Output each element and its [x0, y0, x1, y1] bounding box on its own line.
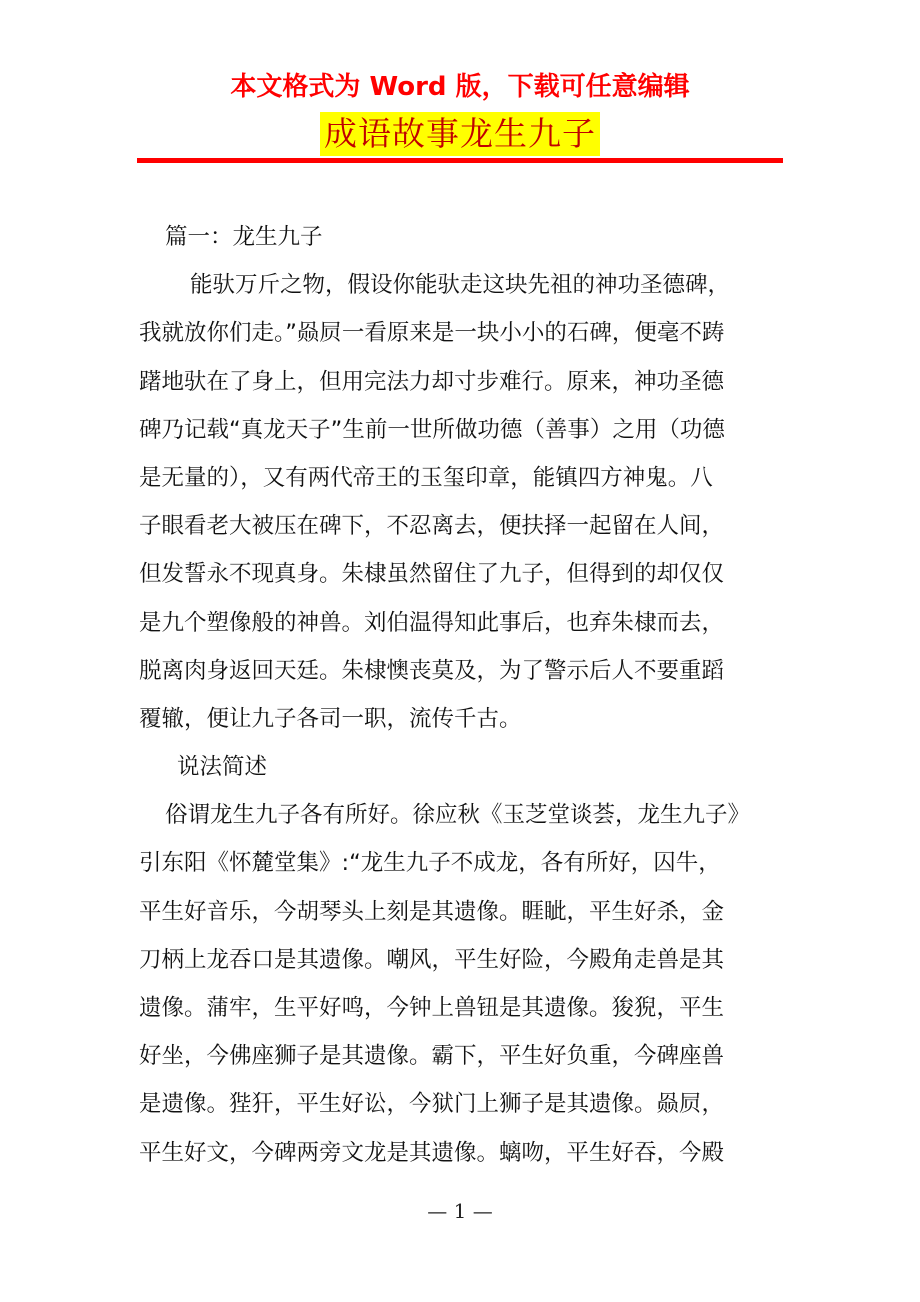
- paragraph-line: 是九个塑像般的神兽。刘伯温得知此事后，也弃朱棣而去，: [139, 609, 725, 636]
- paragraph-line: 我就放你们走。”赑屃一看原来是一块小小的石碑，便毫不踌: [139, 320, 725, 347]
- paragraph-line: 刀柄上龙吞口是其遗像。嘲风，平生好险，今殿角走兽是其: [139, 946, 725, 973]
- paragraph-line: 子眼看老大被压在碑下，不忍离去，便扶择一起留在人间，: [139, 513, 725, 540]
- paragraph-line: 是遗像。狴犴，平生好讼，今狱门上狮子是其遗像。赑屃，: [139, 1091, 725, 1118]
- paragraph-line: 平生好文，今碑两旁文龙是其遗像。螭吻，平生好吞，今殿: [139, 1139, 725, 1166]
- page-number: — 1 —: [427, 1199, 493, 1223]
- subsection-heading: 说法简述: [177, 754, 268, 781]
- paragraph-line: 脱离肉身返回天廷。朱棣懊丧莫及，为了警示后人不要重蹈: [139, 657, 725, 684]
- paragraph-line: 碑乃记载“真龙天子”生前一世所做功德（善事）之用（功德: [139, 416, 725, 443]
- paragraph-line: 覆辙，便让九子各司一职，流传千古。: [139, 705, 522, 732]
- title-container: [0, 112, 920, 156]
- paragraph-line: 躇地驮在了身上，但用完法力却寸步难行。原来，神功圣德: [139, 368, 725, 395]
- title-divider: [137, 158, 783, 163]
- section-heading: 篇一：龙生九子: [165, 224, 323, 250]
- paragraph-line: 但发誓永不现真身。朱棣虽然留住了九子，但得到的却仅仅: [139, 561, 725, 588]
- paragraph-line: 能驮万斤之物，假设你能驮走这块先祖的神功圣德碑，: [190, 272, 731, 299]
- document-body: [139, 213, 789, 1177]
- paragraph-line: 引东阳《怀麓堂集》:“龙生九子不成龙，各有所好，囚牛，: [139, 850, 721, 877]
- download-banner: 本文格式为 Word 版，下载可任意编辑: [230, 72, 690, 102]
- paragraph-line: 俗谓龙生九子各有所好。徐应秋《玉芝堂谈荟，龙生九子》: [165, 802, 751, 829]
- document-title: 成语故事龙生九子: [320, 112, 600, 156]
- paragraph-line: 遗像。蒲牢，生平好鸣，今钟上兽钮是其遗像。狻猊，平生: [139, 995, 725, 1021]
- paragraph-line: 是无量的），又有两代帝王的玉玺印章，能镇四方神鬼。八: [139, 464, 713, 491]
- paragraph-line: 平生好音乐，今胡琴头上刻是其遗像。睚眦，平生好杀，金: [139, 898, 725, 925]
- paragraph-line: 好坐，今佛座狮子是其遗像。霸下，平生好负重，今碑座兽: [139, 1043, 725, 1070]
